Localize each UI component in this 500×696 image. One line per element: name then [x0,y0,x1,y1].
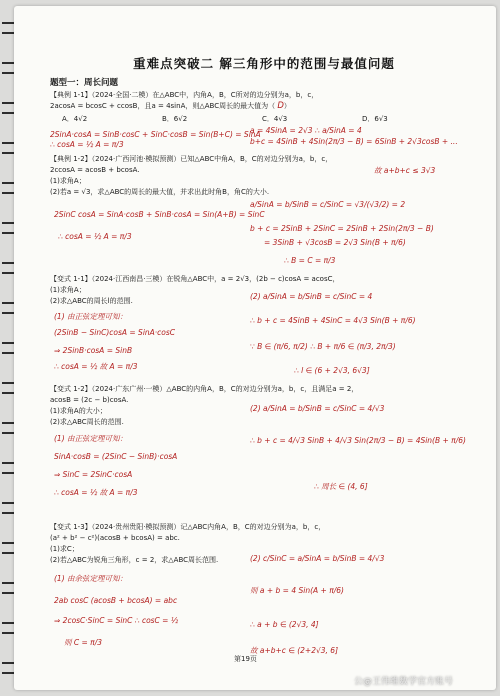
handwritten-solution: (2SinB − SinC)cosA = SinA·cosC [54,328,176,337]
variant-1-2-heading: 【变式 1-2】（2024·广东广州·一模）△ABC的内角A，B，C的对边分别为a，b，c，且满足a = 2， [50,385,359,393]
variant-1-3-q2: (2)若△ABC为锐角三角形，c = 2，求△ABC周长范围. [50,556,219,564]
variant-1-3-q1: (1)求C； [50,545,79,553]
handwritten-solution: ∴ b + c = 4SinB + 4SinC = 4√3 Sin(B + π/6) [250,316,416,325]
notebook-page [14,6,496,690]
watermark: 公@王伟维数学官方账号 [354,677,454,687]
handwritten-solution: ∵ B ∈ (π/6, π/2) ∴ B + π/6 ∈ (π/3, 2π/3) [250,342,396,351]
handwritten-solution: ∴ cosA = ½ 故 A = π/3 [54,362,138,371]
page-number: 第19页 [234,655,257,663]
example-1-2-q2: (2)若a = √3，求△ABC的周长的最大值，并求出此时角B，角C的大小. [50,188,270,196]
example-1-2-line2: 2ccosA = acosB + bcosA. [50,166,140,174]
option-d: D．6√3 [362,115,388,123]
variant-1-2-line2: acosB = (2c − b)cosA. [50,396,129,404]
handwritten-solution: 2SinA·cosA = SinB·cosC + SinC·cosB = Sin(B+C) = SinA [50,130,261,139]
example-1-1-line2: 2acosA = bcosC + ccosB，且a = 4sinA，则△ABC周长的最大值为（ D） [50,101,291,111]
handwritten-solution: ∴ cosA = ½ A = π/3 [50,140,124,149]
option-a: A．4√2 [62,115,88,123]
example-1-2-heading: 【典例 1-2】（2024·广西河池·模拟预测）已知△ABC中角A，B，C的对边分别为a，b，c， [50,155,333,163]
handwritten-solution: ∴ cosA = ½ A = π/3 [58,232,132,241]
example-1-1-text: 2acosA = bcosC + ccosB，且a = 4sinA，则△ABC周长的最大值为（ [50,102,276,110]
handwritten-solution: (2) c/SinC = a/SinA = b/SinB = 4/√3 [250,554,385,563]
handwritten-solution: 故 a+b+c ≤ 3√3 [374,166,436,175]
handwritten-solution: ∴ b + c = 4/√3 SinB + 4/√3 Sin(2π/3 − B) = 4Sin(B + π/6) [250,436,466,445]
handwritten-solution: 则 C = π/3 [64,638,102,647]
handwritten-solution: ∴ B = C = π/3 [284,256,336,265]
handwritten-solution: (1) 由正弦定理可知： [54,434,128,443]
variant-1-2-q1: (1)求角A的大小； [50,407,107,415]
handwritten-solution: 2SinC cosA = SinA·cosB + SinB·cosA = Sin(A+B) = SinC [54,210,265,219]
handwritten-solution: (2) a/SinA = b/SinB = c/SinC = 4/√3 [250,404,385,413]
handwritten-solution: ⇒ 2cosC·SinC = SinC ∴ cosC = ½ [54,616,179,625]
handwritten-solution: b+c = 4SinB + 4Sin(2π/3 − B) = 6SinB + 2√3cosB + ... [250,137,458,146]
handwritten-solution: ⇒ 2SinB·cosA = SinB [54,346,133,355]
handwritten-solution: b + c = 2SinB + 2SinC = 2SinB + 2Sin(2π/3 − B) [250,224,434,233]
option-b: B．6√2 [162,115,188,123]
handwritten-solution: (1) 由正弦定理可知： [54,312,128,321]
example-1-2-q1: (1)求角A； [50,177,86,185]
variant-1-3-line2: (a² + b² − c²)(acosB + bcosA) = abc. [50,534,180,542]
handwritten-solution: (2) a/SinA = b/SinB = c/SinC = 4 [250,292,373,301]
variant-1-2-q2: (2)求△ABC周长的范围. [50,418,124,426]
handwritten-solution: (1) 由余弦定理可知： [54,574,128,583]
option-c: C．4√3 [262,115,288,123]
example-1-1-heading: 【典例 1-1】（2024·全国·二模）在△ABC中，内角A，B，C所对的边分别为a，b，c， [50,91,319,99]
handwritten-solution: ∴ cosA = ½ 故 A = π/3 [54,488,138,497]
handwritten-solution: ∴ 周长 ∈ (4, 6] [314,482,368,491]
variant-1-1-heading: 【变式 1-1】（2024·江西南昌·三模）在锐角△ABC中，a = 2√3，(2b − c)cosA = acosC， [50,275,340,283]
handwritten-solution: = 3SinB + √3cosB = 2√3 Sin(B + π/6) [264,238,406,247]
variant-1-3-heading: 【变式 1-3】（2024·贵州贵阳·模拟预测）记△ABC内角A，B，C的对边分别为a，b，c， [50,523,326,531]
handwritten-solution: a/SinA = b/SinB = c/SinC = √3/(√3/2) = 2 [250,200,406,209]
handwritten-solution: 故 a+b+c ∈ (2+2√3, 6] [250,646,339,655]
example-1-1-answer: D [277,101,284,111]
page-title: 重难点突破二 解三角形中的范围与最值问题 [133,56,395,71]
handwritten-solution: SinA·cosB = (2SinC − SinB)·cosA [54,452,178,461]
handwritten-solution: 则 a + b = 4 Sin(A + π/6) [250,586,344,595]
variant-1-1-q2: (2)求△ABC的周长l的范围. [50,297,133,305]
section-heading: 题型一：周长问题 [50,78,119,88]
handwritten-solution: ∴ a + b ∈ (2√3, 4] [250,620,319,629]
variant-1-1-q1: (1)求角A； [50,286,86,294]
handwritten-solution: 2ab cosC (acosB + bcosA) = abc [54,596,178,605]
handwritten-solution: a = 4SinA = 2√3 ∴ a/SinA = 4 [250,126,362,135]
handwritten-solution: ⇒ SinC = 2SinC·cosA [54,470,133,479]
handwritten-solution: ∴ l ∈ (6 + 2√3, 6√3] [294,366,370,375]
